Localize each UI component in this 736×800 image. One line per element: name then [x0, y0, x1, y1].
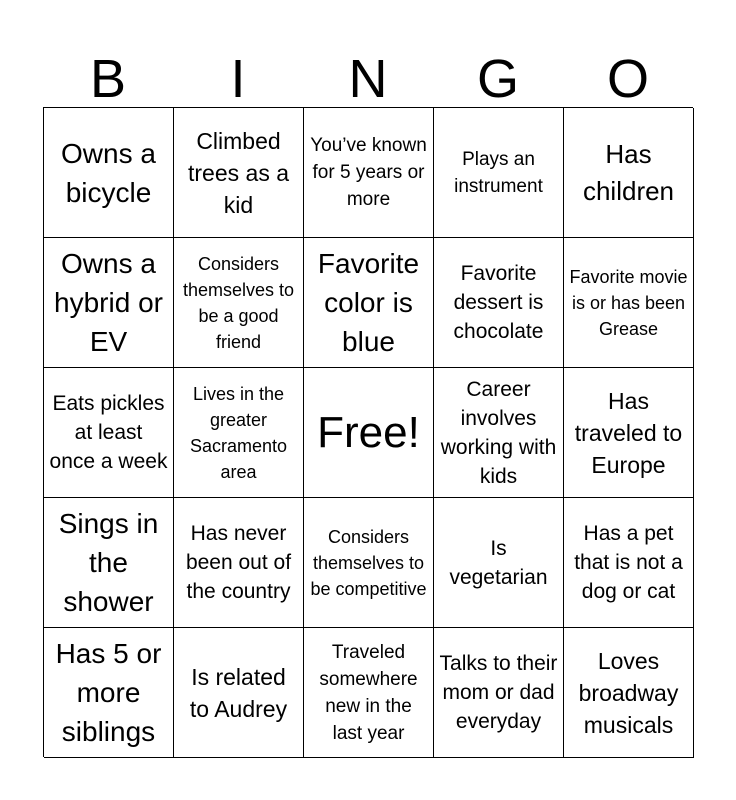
bingo-cell[interactable]	[174, 238, 304, 368]
free-space-label: Free!	[317, 407, 420, 457]
bingo-cell[interactable]	[564, 628, 694, 758]
bingo-cell[interactable]	[44, 368, 174, 498]
cell-text: Is vegetarian	[449, 536, 548, 589]
cell-text: Climbed trees as a kid	[188, 127, 289, 218]
cell-text: Plays an instrument	[454, 148, 543, 197]
cell-text: Owns a hybrid or EV	[54, 248, 163, 357]
cell-text: Talks to their mom or dad everyday	[439, 652, 558, 733]
cell-text: You’ve known for 5 years or more	[310, 135, 427, 210]
bingo-cell[interactable]	[564, 238, 694, 368]
bingo-cell[interactable]	[434, 108, 564, 238]
cell-text: Owns a bicycle	[61, 137, 156, 208]
header-letter-b: B	[89, 49, 127, 109]
cell-text: Has children	[582, 138, 675, 206]
header-letter-i: I	[230, 49, 246, 109]
cell-text: Is related to Audrey	[189, 663, 288, 722]
cell-text: Has never been out of the country	[185, 522, 292, 603]
header-letter-g: G	[476, 49, 519, 109]
cell-text: Sings in the shower	[58, 508, 159, 617]
cell-text: Favorite color is blue	[317, 248, 420, 357]
cell-text: Favorite movie is or has been Grease	[569, 266, 688, 339]
bingo-board	[43, 107, 693, 757]
bingo-cell[interactable]	[304, 628, 434, 758]
bingo-cell[interactable]	[304, 108, 434, 238]
bingo-cell[interactable]	[44, 498, 174, 628]
bingo-cell[interactable]	[304, 498, 434, 628]
bingo-cell[interactable]	[174, 108, 304, 238]
cell-text: Loves broadway musicals	[578, 647, 679, 738]
cell-text: Traveled somewhere new in the last year	[319, 641, 418, 744]
bingo-cell[interactable]	[564, 368, 694, 498]
bingo-cell[interactable]	[434, 628, 564, 758]
free-space[interactable]	[304, 368, 434, 498]
cell-text: Considers themselves to be competitive	[310, 526, 427, 599]
bingo-cell[interactable]	[434, 368, 564, 498]
cell-text: Has traveled to Europe	[574, 387, 683, 478]
bingo-cell[interactable]	[44, 238, 174, 368]
bingo-header	[43, 44, 693, 108]
bingo-cell[interactable]	[174, 368, 304, 498]
cell-text: Has 5 or more siblings	[55, 638, 162, 747]
cell-text: Lives in the greater Sacramento area	[189, 383, 288, 482]
cell-text: Career involves working with kids	[440, 377, 557, 488]
bingo-cell[interactable]	[44, 108, 174, 238]
bingo-cell[interactable]	[44, 628, 174, 758]
bingo-cell[interactable]	[174, 628, 304, 758]
cell-text: Eats pickles at least once a week	[49, 392, 168, 473]
bingo-cell[interactable]	[564, 498, 694, 628]
bingo-cell[interactable]	[304, 238, 434, 368]
header-letter-n: N	[348, 49, 388, 109]
bingo-cell[interactable]	[564, 108, 694, 238]
header-letter-o: O	[606, 49, 649, 109]
cell-text: Has a pet that is not a dog or cat	[574, 522, 683, 603]
bingo-cell[interactable]	[434, 498, 564, 628]
cell-text: Favorite dessert is chocolate	[453, 262, 544, 343]
bingo-cell[interactable]	[174, 498, 304, 628]
bingo-cell[interactable]	[434, 238, 564, 368]
cell-text: Considers themselves to be a good friend	[182, 253, 295, 352]
